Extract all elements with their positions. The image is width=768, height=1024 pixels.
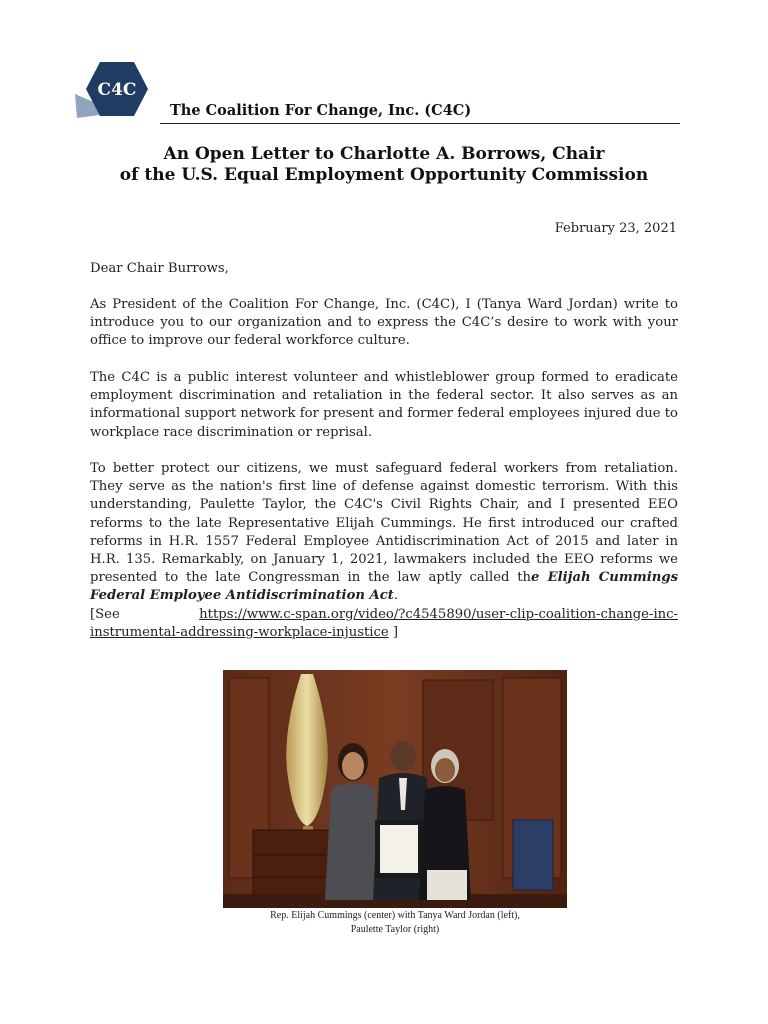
paragraph-reforms-end: .	[393, 588, 399, 604]
photo	[223, 670, 567, 908]
header-divider	[160, 123, 680, 124]
see-prefix: [See	[90, 606, 200, 622]
c4c-logo	[72, 56, 162, 122]
organization-name: The Coalition For Change, Inc. (C4C)	[170, 102, 472, 119]
paragraph-about: The C4C is a public interest volunteer and whistleblower group formed to eradicate employment discrimination and retaliation in the federal sector. It also serves as an informational support network for present and former federal employees injured due to workplace race discrimination or reprisal.	[90, 370, 678, 440]
photo-caption	[223, 909, 567, 937]
title-line-2: of the U.S. Equal Employment Opportunity Commission	[119, 165, 649, 185]
salutation: Dear Chair Burrows,	[90, 261, 229, 276]
letter-date: February 23, 2021	[554, 221, 677, 236]
title-line-1: An Open Letter to Charlotte A. Borrows, Chair	[163, 144, 605, 164]
paragraph-reforms	[90, 460, 678, 642]
paragraph-reforms-text: To better protect our citizens, we must safeguard federal workers from retaliation. They serve as the nation's first line of defense against domestic terrorism. With this understanding, Paulette Taylor, the C4C's Civil Rights Chair, and I presented EEO reforms to the late Representative Elijah Cummings. He first introduced our crafted reforms in H.R. 1557 Federal Employee Antidiscrimination Act of 2015 and later in H.R. 135. Remarkably, on January 1, 2021, lawmakers included the EEO reforms we presented to the late Congressman in the law aptly called th	[90, 461, 678, 586]
paragraph-intro: As President of the Coalition For Change, Inc. (C4C), I (Tanya Ward Jordan) write to introduce you to our organization and to express the C4C’s desire to work with your office to improve our federal workforce culture.	[90, 297, 678, 349]
logo-text: C4C	[97, 80, 137, 100]
letter-title	[90, 144, 678, 186]
act-name: e Elijah Cummings Federal Employee Antidiscrimination Act	[90, 570, 678, 604]
caption-line-1: Rep. Elijah Cummings (center) with Tanya Ward Jordan (left),	[270, 910, 520, 921]
cspan-video-link[interactable]: https://www.c-span.org/video/?c4545890/user-clip-coalition-change-inc-instrumental-addressing-workplace-injustice	[90, 606, 678, 640]
see-suffix: ]	[388, 624, 399, 640]
caption-line-2: Paulette Taylor (right)	[350, 924, 440, 935]
